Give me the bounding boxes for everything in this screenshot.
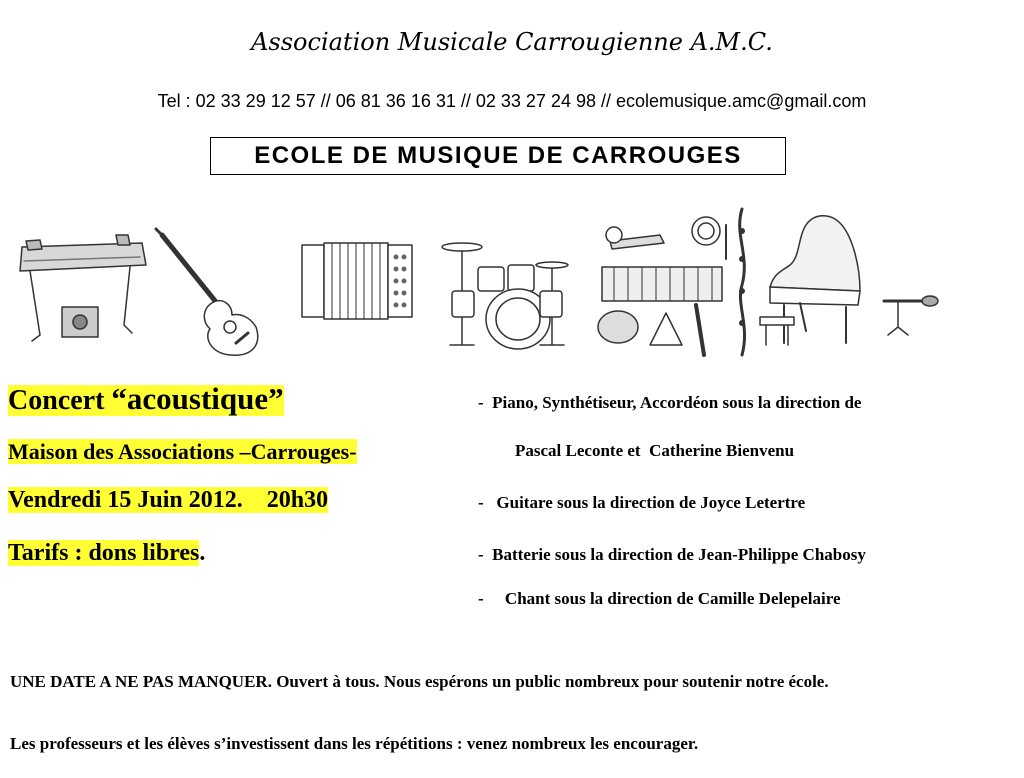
association-title: Association Musicale Carrougienne A.M.C. — [251, 28, 773, 56]
concert-prefix: Concert — [8, 385, 112, 416]
venue-text: Maison des Associations –Carrouges- — [8, 439, 357, 464]
program-line-guitar: - Guitare sous la direction de Joyce Letertre — [478, 493, 806, 512]
drum-kit-icon — [442, 243, 568, 349]
grand-piano-icon — [760, 216, 860, 345]
music-instruments-icon — [598, 209, 745, 355]
date-time — [8, 487, 328, 514]
tariffs-text: Tarifs : dons libres — [8, 540, 200, 566]
tariffs-period: . — [199, 540, 206, 566]
keyboard-icon — [20, 235, 146, 341]
guitar-icon — [156, 229, 258, 355]
venue — [8, 439, 357, 465]
concert-acoustique: “acoustique” — [111, 381, 284, 416]
microphone-icon — [884, 296, 938, 335]
footer-announcement: UNE DATE A NE PAS MANQUER. Ouvert à tous. Nous espérons un public nombreux pour soutenir notre école. — [10, 672, 829, 691]
instruments-illustration — [0, 195, 1024, 370]
concert-title — [8, 381, 284, 417]
program-line-singing: - Chant sous la direction de Camille Delepelaire — [478, 589, 841, 608]
program-line-drums: - Batterie sous la direction de Jean-Philippe Chabosy — [478, 545, 866, 564]
contact-line: Tel : 02 33 29 12 57 // 06 81 36 16 31 // 02 33 27 24 98 // ecolemusique.amc@gmail.com — [157, 91, 867, 111]
date-time-text: Vendredi 15 Juin 2012. 20h30 — [8, 487, 329, 513]
tariffs — [8, 540, 205, 567]
footer-encouragement: Les professeurs et les élèves s’investissent dans les répétitions : venez nombreux les encourager. — [10, 734, 699, 753]
program-line-teachers: Pascal Leconte et Catherine Bienvenu — [515, 441, 795, 460]
school-title-box: ECOLE DE MUSIQUE DE CARROUGES — [210, 137, 786, 175]
accordion-icon — [302, 243, 412, 319]
program-line-piano: - Piano, Synthétiseur, Accordéon sous la direction de — [478, 393, 862, 412]
